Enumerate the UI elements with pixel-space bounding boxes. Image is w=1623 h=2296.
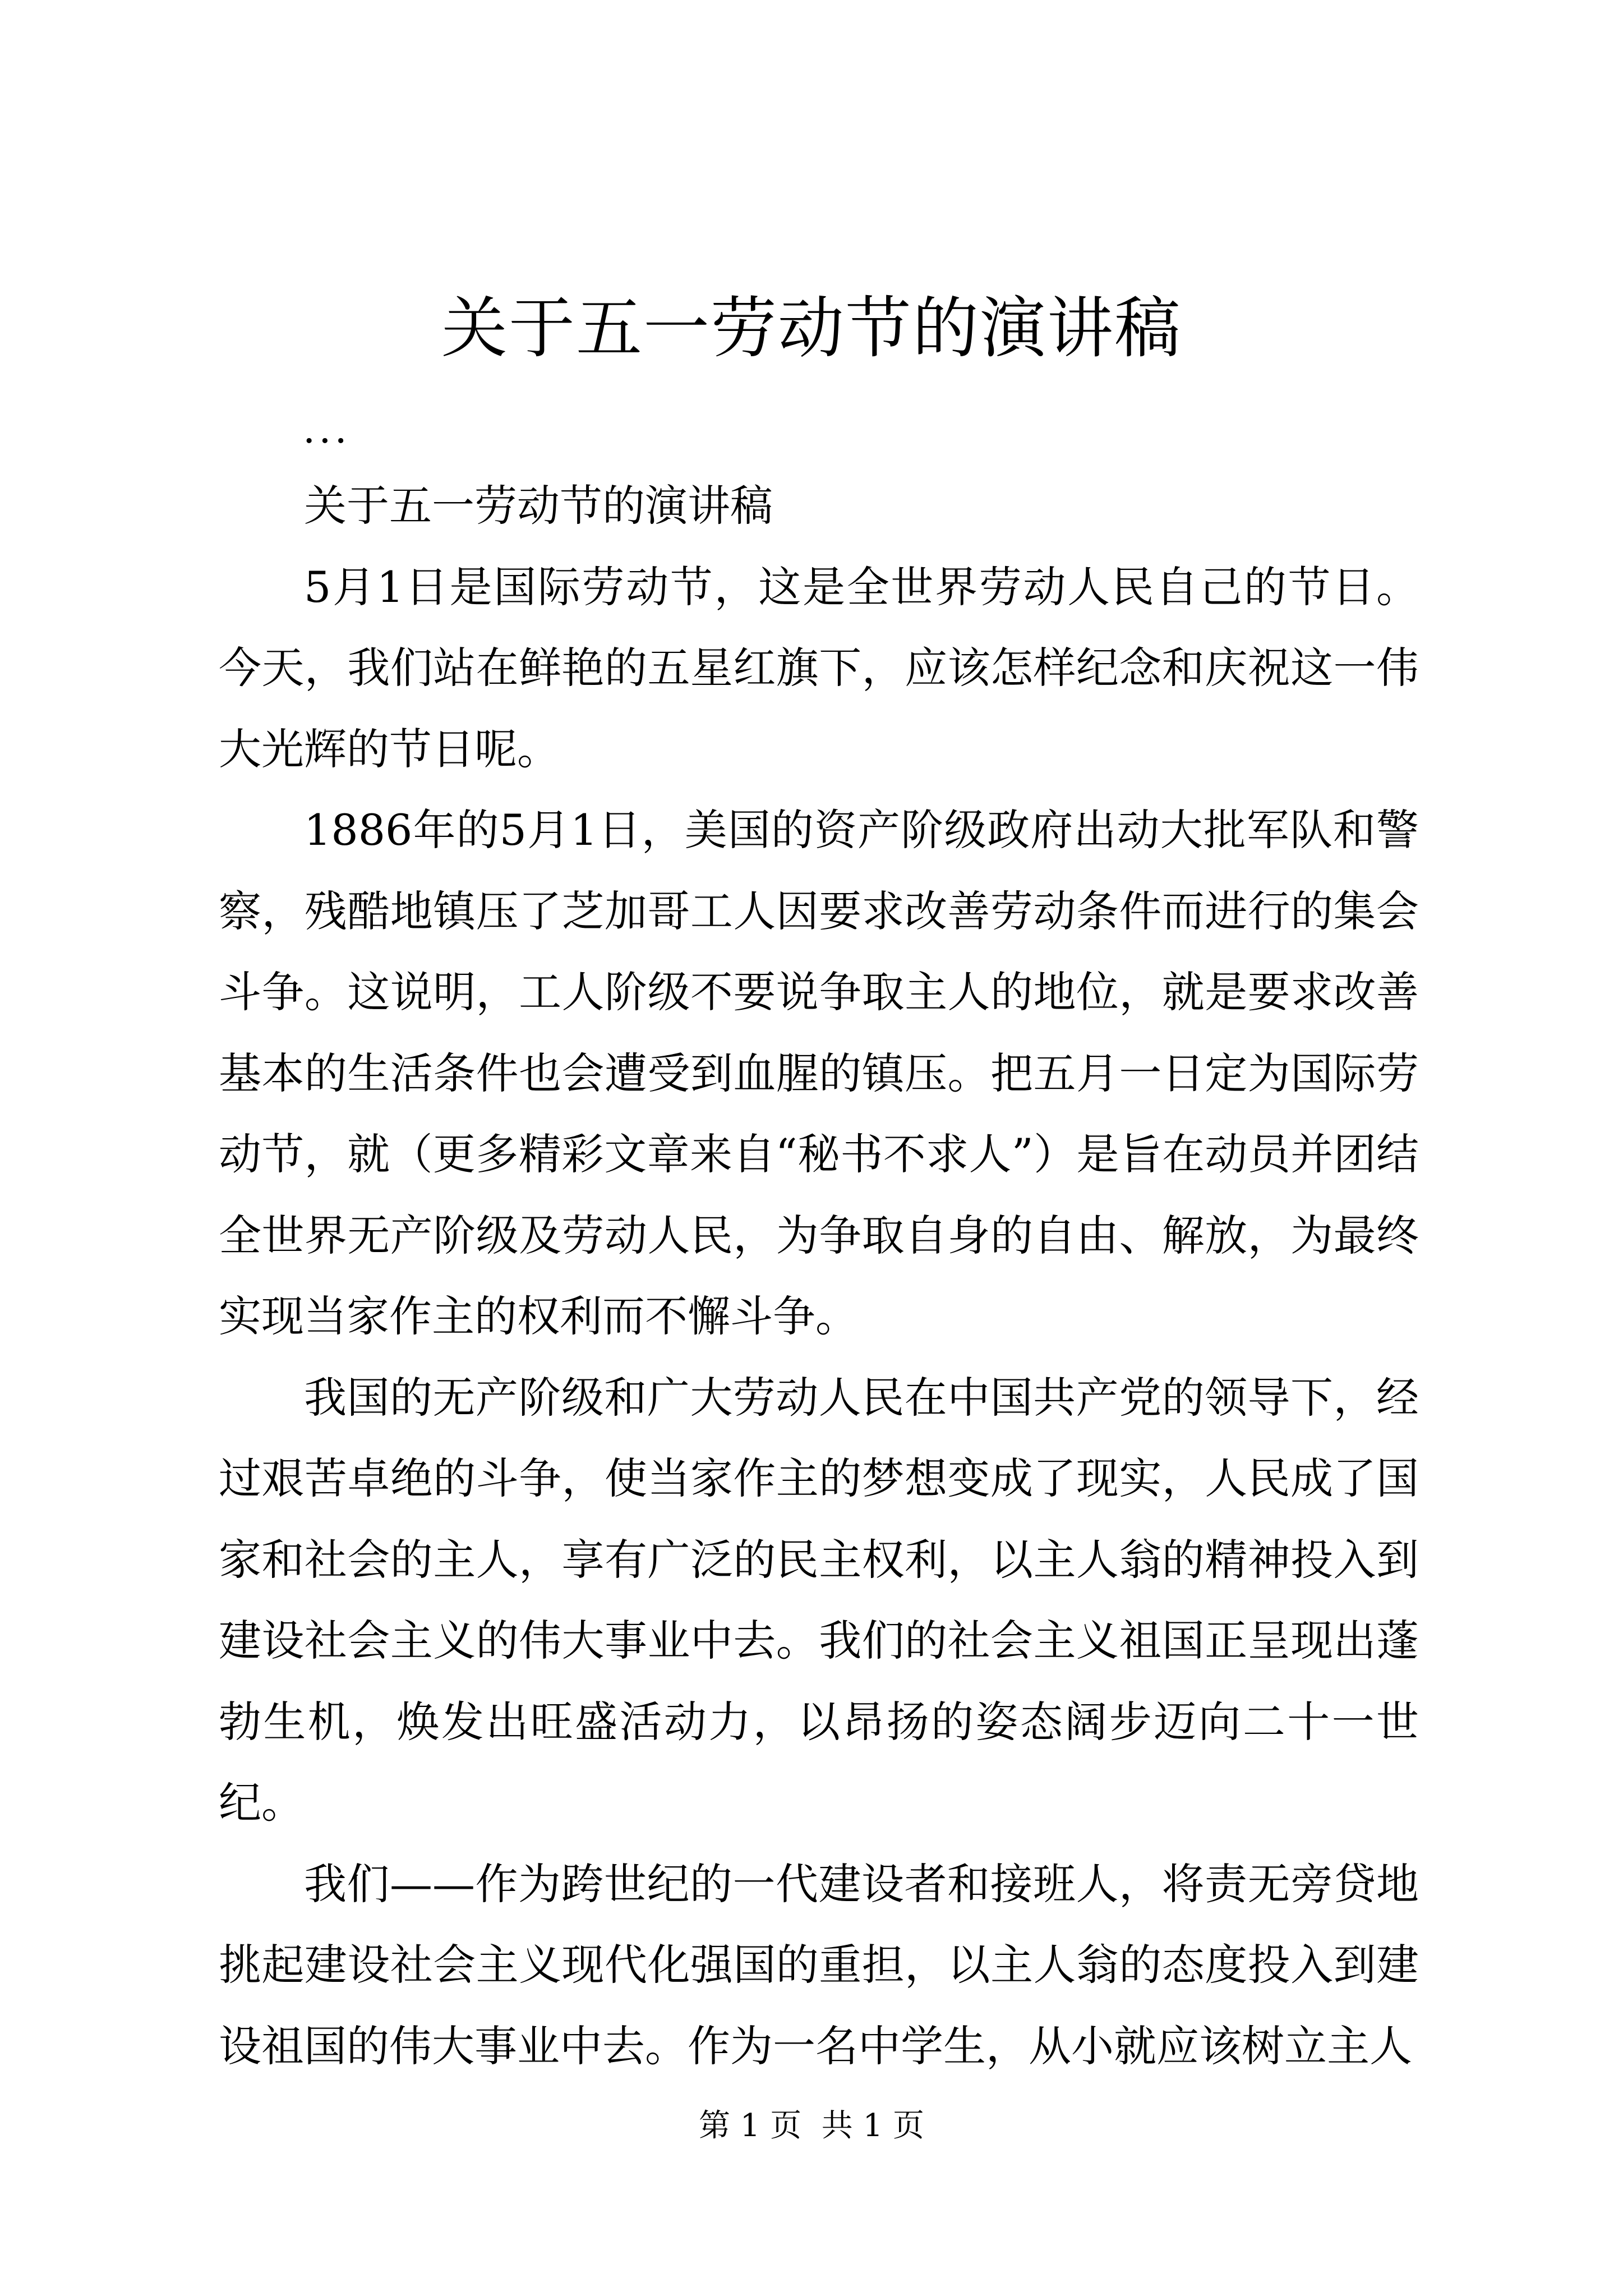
page-footer	[0, 2106, 1623, 2146]
paragraph-subtitle: 关于五一劳动节的演讲稿	[304, 481, 773, 531]
paragraph: 5月1日是国际劳动节，这是全世界劳动人民自己的节日。今天，我们站在鲜艳的五星红旗下，应该怎样纪念和庆祝这一伟大光辉的节日呢。	[219, 562, 1419, 774]
ellipsis-marker: ...	[303, 406, 351, 452]
paragraph: 1886年的5月1日，美国的资产阶级政府出动大批军队和警察，残酷地镇压了芝加哥工人因要求改善劳动条件而进行的集会斗争。这说明，工人阶级不要说争取主人的地位，就是要求改善基本的生活条件也会遭受到血腥的镇压。把五月一日定为国际劳动节，就（更多精彩文章来自“秘书不求人”）是旨在动员并团结全世界无产阶级及劳动人民，为争取自身的自由、解放，为最终实现当家作主的权利而不懈斗争。	[219, 805, 1419, 1341]
paragraph: 我国的无产阶级和广大劳动人民在中国共产党的领导下，经过艰苦卓绝的斗争，使当家作主的梦想变成了现实，人民成了国家和社会的主人，享有广泛的民主权利，以主人翁的精神投入到建设社会主义的伟大事业中去。我们的社会主义祖国正呈现出蓬勃生机，焕发出旺盛活动力，以昂扬的姿态阔步迈向二十一世纪。	[219, 1372, 1419, 1828]
paragraph: 我们——作为跨世纪的一代建设者和接班人，将责无旁贷地挑起建设社会主义现代化强国的重担，以主人翁的态度投入到建设祖国的伟大事业中去。作为一名中学生，从小就应该树立主人	[219, 1858, 1419, 2071]
page-number-label: 第 1 页 共 1 页	[698, 2108, 925, 2144]
document-body	[219, 466, 1419, 2087]
document-title: 关于五一劳动节的演讲稿	[441, 289, 1182, 367]
